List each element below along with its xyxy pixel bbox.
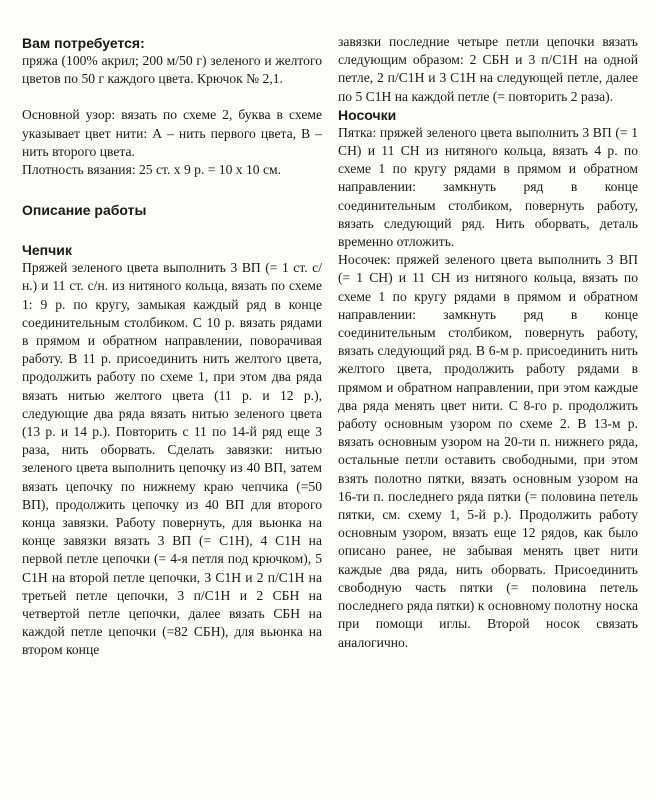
bonnet-text: Пряжей зеленого цвета выполнить 3 ВП (= 1 ст. с/н.) и 11 ст. с/н. из нитяного кольца, вязать по схеме 1: 9 р. по кругу, замыкая каждый ряд в конце соединительным столбиком. С 10 р. вязать рядами в прямом и обратном направлении, поворачивая работу. В 11 р. присоединить нить желтого цвета, продолжить работу по схеме 1, при этом два ряда вязать нитью желтого цвета (11 р. и 12 р.), следующие два ряда вязать нитью зеленого цвета (13 р. и 14 р.). Повторить с 11 по 14-й ряд еще 3 раза, нить оборвать. Сделать завязки: нитью зеленого цвета выполнить цепочку из 40 ВП, затем вязать цепочку по нижнему краю чепчика (=50 ВП), продолжить цепочку из 40 ВП для второго конца завязки. Работу повернуть, для вьюнка на конце завязки вязать 3 ВП (= С1Н), 4 С1Н на первой петле цепочки (= 4-я петля под крючком), 5 С1Н на второй петле цепочки, 3 С1Н и 2 п/С1Н на третьей петле цепочки, 3 п/С1Н и 2 СБН на четвертой петле цепочки, далее вязать СБН на каждой петле цепочки (=82 СБН), для вьюнка на втором конце: [22, 260, 322, 658]
socks-heading: Носочки: [338, 106, 397, 123]
materials-heading: Вам потребуется:: [22, 35, 145, 51]
left-column: [22, 34, 322, 660]
materials-text: пряжа (100% акрил; 200 м/50 г) зеленого и желтого цветов по 50 г каждого цвета. Крючок № 2,1.: [22, 53, 322, 87]
description-heading: Описание работы: [22, 202, 147, 219]
heel-text: Пятка: пряжей зеленого цвета выполнить 3 ВП (= 1 СН) и 11 СН из нитяного кольца, вязать 4 р. по схеме 1 по кругу рядами в прямом и обратном направлении: замкнуть ряд в конце соединительным столбиком, повернуть работу, вязать следующий ряд. Нить оборвать, деталь временно отложить.: [338, 124, 638, 250]
right-column: [338, 33, 638, 652]
density-text: Плотность вязания: 25 ст. х 9 р. = 10 х 10 см.: [22, 162, 282, 178]
toe-text: Носочек: пряжей зеленого цвета выполнить 3 ВП (= 1 СН) и 11 СН из нитяного кольца, вязать по схеме 1 по кругу рядами в прямом и обратном направлении: замкнуть ряд в конце соединительным столбиком, повернуть работу, вязать следующий ряд. В 6-м р. присоединить нить желтого цвета, продолжить работу рядами в прямом и обратном направлении, при этом каждые два ряда менять цвет нити. С 8-го р. продолжить работу основным узором по схеме 2. В 13-м р. вязать основным узором на 20-ти п. нижнего ряда, остальные петли оставить свободными, при этом взять полотно пятки, вязать основным узором на 16-ти п. последнего ряда пятки (= половина петель пятки, см. схему 1, 5-й р.). Продолжить работу основным узором, вязать еще 12 рядов, как было описано ранее, не забывая менять цвет нити каждые два ряда, нить оборвать. Присоединить свободную часть пятки (= половина петель последнего ряда пятки) к основному полотну носка при помощи иглы. Второй носок связать аналогично.: [338, 252, 638, 650]
pattern-text: Основной узор: вязать по схеме 2, буква в схеме указывает цвет нити: А – нить первого цвета, В – нить второго цвета.: [22, 107, 322, 159]
ties-text: завязки последние четыре петли цепочки вязать следующим образом: 2 СБН и 3 п/С1Н на одной петле, 2 п/С1Н и 3 С1Н на следующей петле, далее по 5 С1Н на каждой петле (= повторить 2 раза).: [338, 34, 638, 104]
bonnet-heading: Чепчик: [22, 242, 72, 259]
